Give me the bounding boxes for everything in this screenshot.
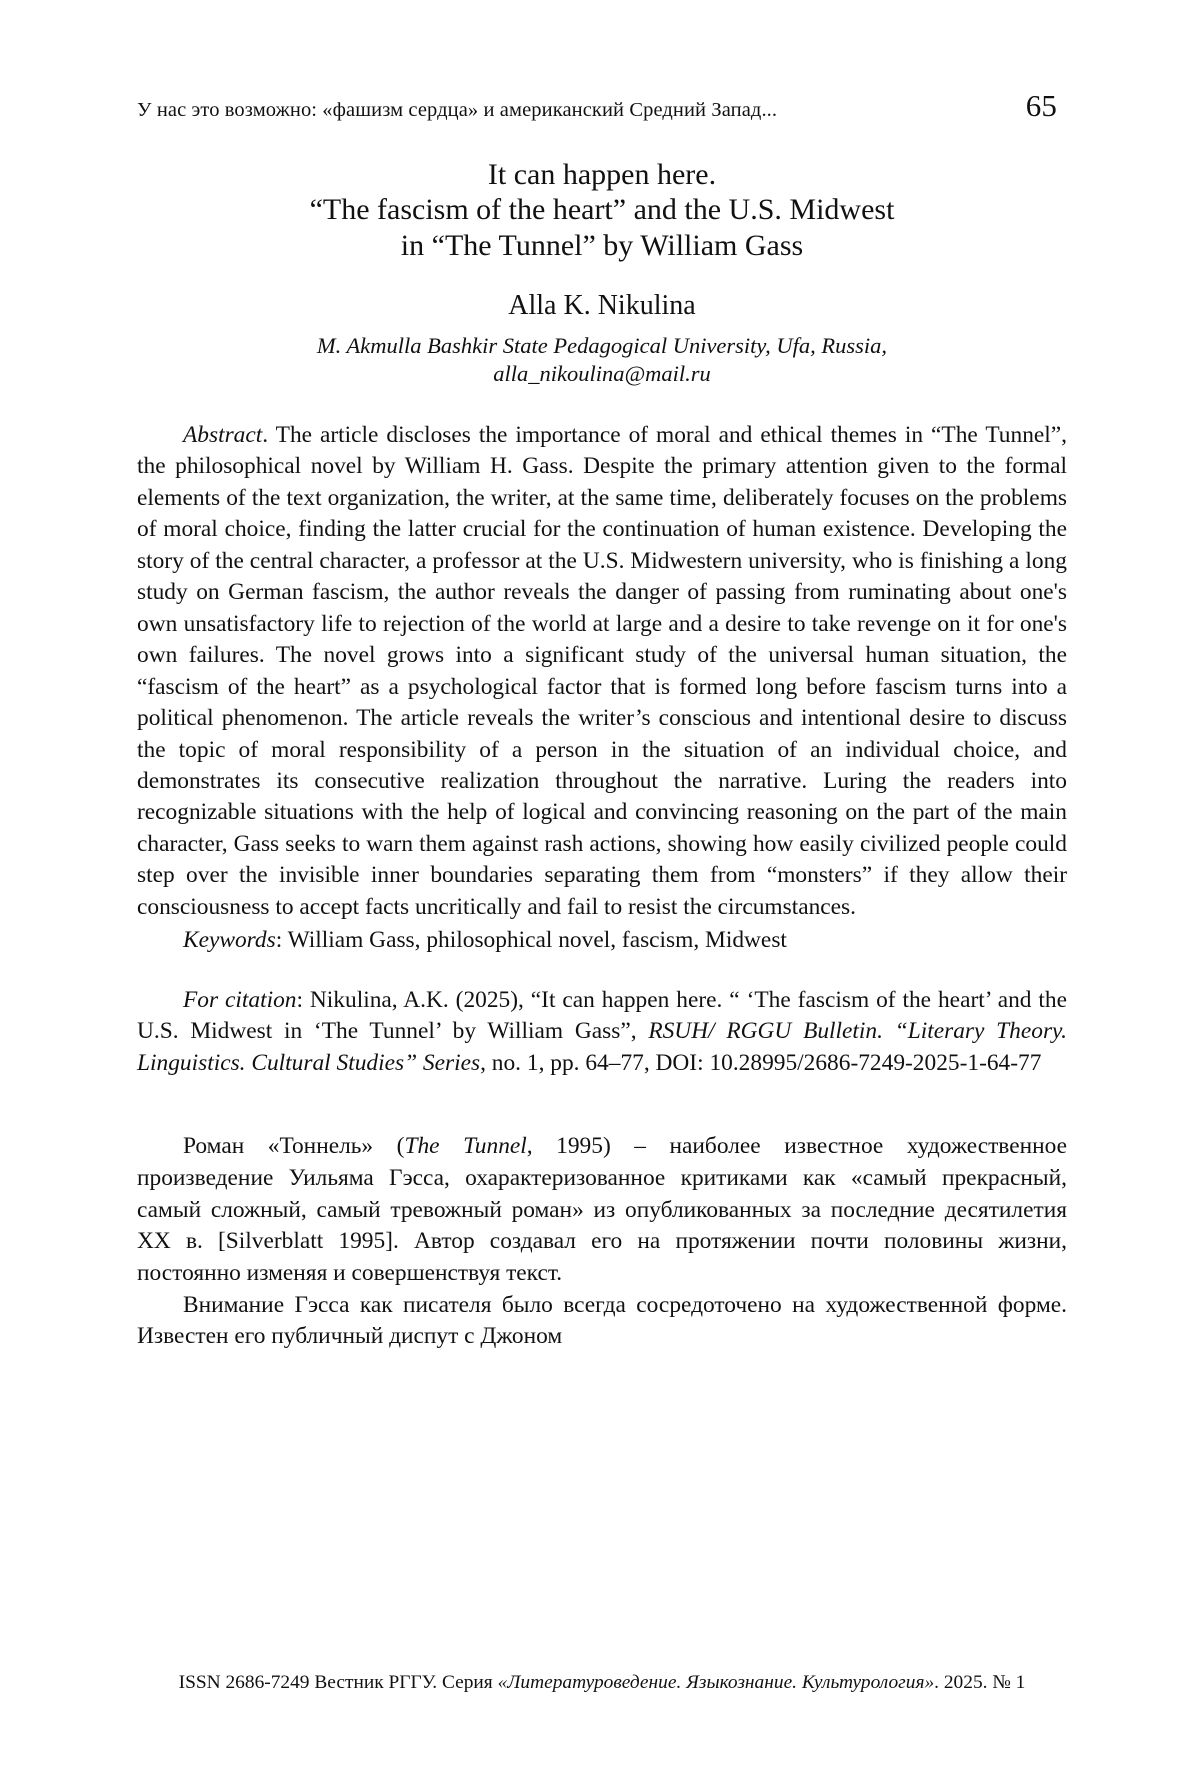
body-paragraph-1-pre: Роман «Тоннель» ( [183,1133,405,1160]
body-paragraph-1-post: , 1995) – наиболее известное художественное произведение Уильяма Гэсса, охарактеризованное критиками как «самый прекрасный, самый сложный, самый тревожный роман» из опубликованных за последние десятилетия XX в. [Silverblatt 1995]. Автор создавал его на протяжении почти половины жизни, постоянно изменяя и совершенствуя текст. [137,1133,1067,1287]
title-line-2: “The fascism of the heart” and the U.S. Midwest [309,193,895,227]
keywords-section [137,925,1067,956]
citation-label: For citation [183,986,297,1013]
running-head [137,88,1067,124]
footer-series: «Литературоведение. Языкознание. Культурология» [497,1672,935,1693]
citation-journal: RSUH/ RGGU Bulletin. “Literary Theory. Linguistics. Cultural Studies” Series [137,1018,1067,1076]
article-body [137,1131,1067,1353]
abstract-label: Abstract [183,421,263,448]
title-line-3: in “The Tunnel” by William Gass [400,228,804,262]
title-line-1: It can happen here. [487,158,717,191]
page-number: 65 [1025,88,1057,123]
abstract-text: . The article discloses the importance of moral and ethical themes in “The Tunnel”, the philosophical novel by William H. Gass. Despite the primary attention given to the formal elements of the text organization, the writer, at the same time, deliberately focuses on the problems of moral choice, finding the latter crucial for the continuation of human existence. Developing the story of the central character, a professor at the U.S. Midwestern university, who is finishing a long study on German fascism, the author reveals the danger of passing from ruminating about one's own unsatisfactory life to rejection of the world at large and a desire to take revenge on it for one's own failures. The novel grows into a significant study of the universal human situation, the “fascism of the heart” as a psychological factor that is formed long before fascism turns into a political phenomenon. The article reveals the writer’s conscious and intentional desire to discuss the topic of moral responsibility of a person in the situation of an individual choice, and demonstrates its consecutive realization throughout the narrative. Luring the readers into recognizable situations with the help of logical and convincing reasoning on the part of the main character, Gass seeks to warn them against rash actions, showing how easily civilized people could step over the invisible inner boundaries separating them from “monsters” if they allow their consciousness to accept facts uncritically and fail to resist the circumstances. [137,421,1067,920]
author-email: alla_nikoulina@mail.ru [493,360,711,386]
abstract-section [137,420,1067,924]
body-paragraph-2-text: Внимание Гэсса как писателя было всегда сосредоточено на художественной форме. Известен его публичный диспут с Джоном [137,1291,1067,1350]
body-paragraph-2 [137,1290,1067,1353]
running-head-text: У нас это возможно: «фашизм сердца» и американский Средний Запад... [137,99,778,121]
page-content [137,0,1067,1353]
citation-part-2: , no. 1, pp. 64–77, DOI: 10.28995/2686-7249-2025-1-64-77 [480,1049,1042,1076]
author-affiliation: M. Akmulla Bashkir State Pedagogical University, Ufa, Russia, [316,333,888,359]
body-paragraph-1 [137,1131,1067,1290]
keywords-text: : William Gass, philosophical novel, fascism, Midwest [275,927,787,954]
footer-issue: . 2025. № 1 [934,1672,1026,1693]
author-name: Alla K. Nikulina [508,290,696,322]
body-paragraph-1-italic: The Tunnel [404,1133,527,1160]
citation-section [137,985,1067,1079]
keywords-label: Keywords [183,927,276,954]
article-title [137,157,1067,263]
footer-issn: ISSN 2686-7249 Вестник РГГУ. Серия [178,1672,498,1693]
citation-part-1: : Nikulina, A.K. (2025), “It can happen here. “ ‘The fascism of the heart’ and the U.S. Midwest in ‘The Tunnel’ by William Gass”, [137,986,1067,1045]
page-footer [137,1672,1067,1694]
